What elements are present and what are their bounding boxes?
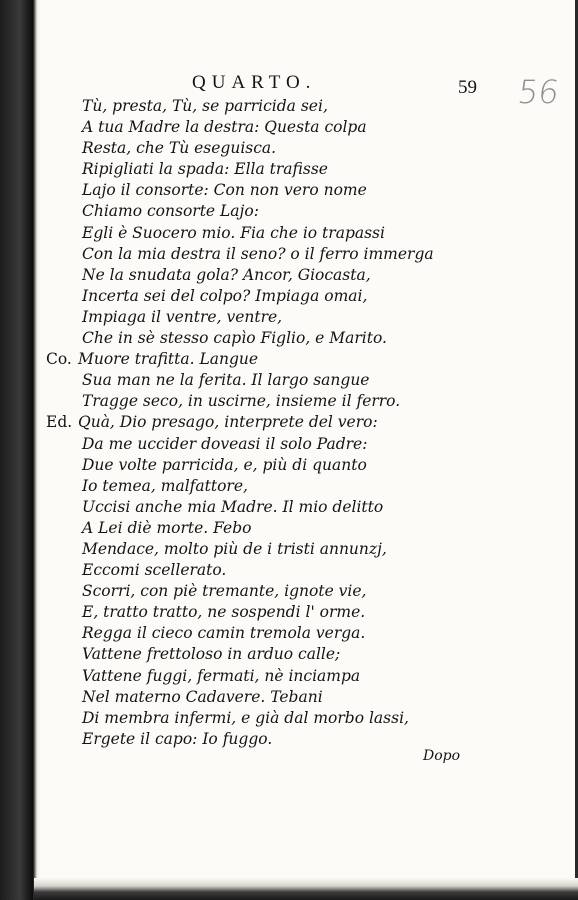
verse-line xyxy=(62,581,462,602)
verse-line-text: Di membra infermi, e già dal morbo lassi, xyxy=(82,708,409,727)
verse-line xyxy=(62,244,462,265)
verse-line-text: Tragge seco, in uscirne, insieme il ferro. xyxy=(82,392,401,411)
verse-line-text: Uccisi anche mia Madre. Il mio delitto xyxy=(82,497,384,516)
verse-line xyxy=(62,644,462,665)
verse-text-block xyxy=(46,96,462,750)
verse-line xyxy=(46,349,462,370)
verse-line xyxy=(62,96,462,117)
verse-line xyxy=(62,476,462,497)
verse-line xyxy=(62,159,462,180)
verse-line-text: Due volte parricida, e, più di quanto xyxy=(82,455,367,474)
verse-line-text: A tua Madre la destra: Questa colpa xyxy=(82,118,367,137)
page-bottom-edge xyxy=(34,878,578,900)
book-spine-gutter xyxy=(0,0,40,900)
verse-line xyxy=(62,117,462,138)
verse-line-text: Vattene fuggi, fermati, nè inciampa xyxy=(82,666,361,685)
verse-line-text: Con la mia destra il seno? o il ferro immerga xyxy=(82,244,434,263)
verse-line xyxy=(62,138,462,159)
verse-line xyxy=(62,602,462,623)
verse-line-text: Chiamo consorte Lajo: xyxy=(82,202,259,221)
verse-line xyxy=(62,180,462,201)
verse-line xyxy=(62,307,462,328)
verse-line-text: Ne la snudata gola? Ancor, Giocasta, xyxy=(82,265,371,284)
verse-line-text: Ergete il capo: Io fuggo. xyxy=(82,729,273,748)
verse-line-text: Lajo il consorte: Con non vero nome xyxy=(82,181,367,200)
verse-line xyxy=(62,518,462,539)
verse-line xyxy=(62,687,462,708)
verse-line-text: Impiaga il ventre, ventre, xyxy=(82,307,283,326)
verse-line xyxy=(62,666,462,687)
verse-line xyxy=(62,265,462,286)
speaker-label: Co. xyxy=(46,350,72,369)
verse-line-text: Tù, presta, Tù, se parricida sei, xyxy=(82,97,328,115)
verse-line-text: Che in sè stesso capìo Figlio, e Marito. xyxy=(82,329,387,348)
running-head: QUARTO. xyxy=(192,72,317,93)
verse-line-text: Eccomi scellerato. xyxy=(82,561,227,580)
verse-line xyxy=(62,623,462,644)
verse-line xyxy=(62,370,462,391)
verse-line-text: Egli è Suocero mio. Fia che io trapassi xyxy=(82,223,385,242)
verse-line xyxy=(62,286,462,307)
verse-line-text: Resta, che Tù eseguisca. xyxy=(82,139,277,158)
verse-line-text: Nel materno Cadavere. Tebani xyxy=(82,687,323,706)
verse-line-text: Io temea, malfattore, xyxy=(82,476,248,495)
verse-line-text: Scorri, con piè tremante, ignote vie, xyxy=(82,582,367,601)
page-number: 59 xyxy=(458,77,477,98)
verse-line xyxy=(62,328,462,349)
verse-line-text: A Lei diè morte. Febo xyxy=(82,518,252,537)
speaker-label: Ed. xyxy=(46,413,73,432)
verse-line-text: Mendace, molto più de i tristi annunzj, xyxy=(82,539,387,558)
verse-line xyxy=(62,497,462,518)
verse-line-text: E, tratto tratto, ne sospendi l' orme. xyxy=(82,603,366,622)
verse-line xyxy=(62,391,462,412)
verse-line xyxy=(62,560,462,581)
verse-line-text: Sua man ne la ferita. Il largo sangue xyxy=(82,371,370,390)
verse-line-text: Vattene frettoloso in arduo calle; xyxy=(82,645,341,664)
verse-line-text: Ripigliati la spada: Ella trafisse xyxy=(82,160,328,179)
verse-line xyxy=(62,434,462,455)
verse-line xyxy=(62,455,462,476)
verse-line xyxy=(62,539,462,560)
verse-line-text: Incerta sei del colpo? Impiaga omai, xyxy=(82,286,368,305)
verse-line xyxy=(62,201,462,222)
verse-line-text: Muore trafitta. Langue xyxy=(78,350,259,369)
verse-line-text: Quà, Dio presago, interprete del vero: xyxy=(78,413,378,432)
verse-line-text: Da me uccider doveasi il solo Padre: xyxy=(82,434,368,453)
verse-line xyxy=(62,223,462,244)
verse-line xyxy=(62,708,462,729)
handwritten-page-number: 56 xyxy=(515,73,562,111)
verse-line xyxy=(62,729,462,750)
verse-line-text: Regga il cieco camin tremola verga. xyxy=(82,624,366,643)
verse-line xyxy=(46,412,462,433)
catchword: Dopo xyxy=(423,748,461,764)
